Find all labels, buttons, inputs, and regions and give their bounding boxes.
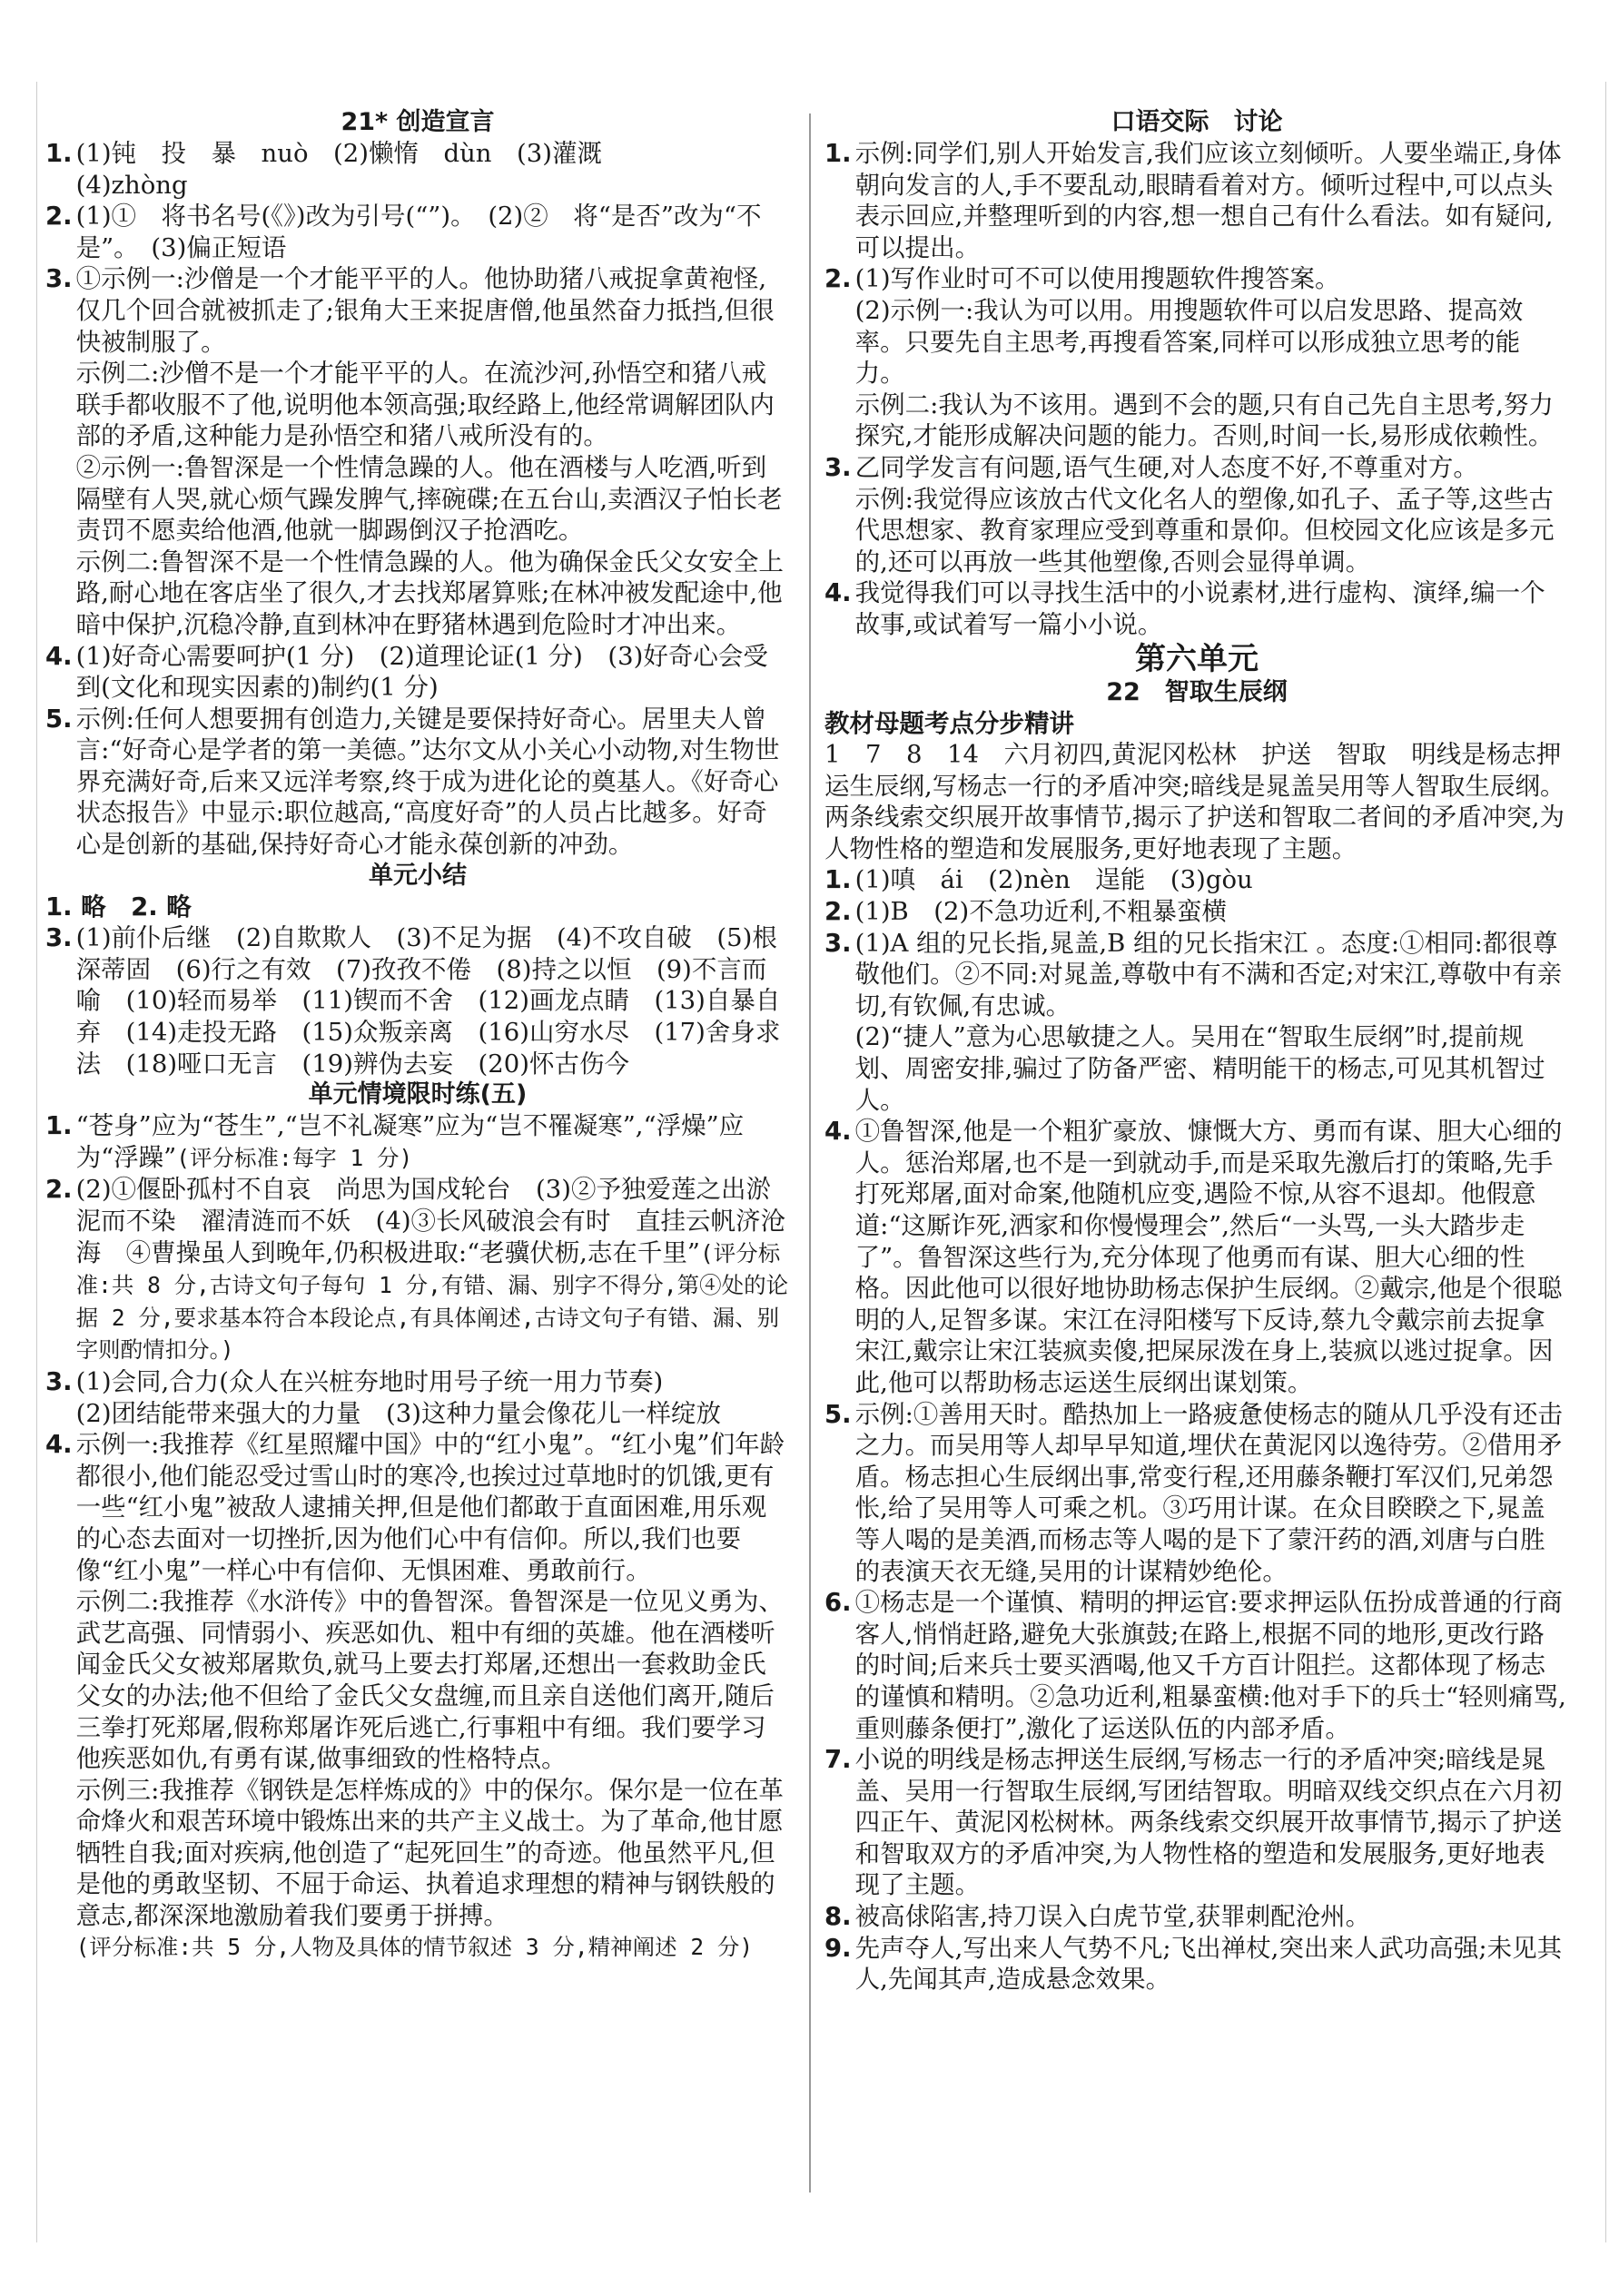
drill-q2: 2. (2)①偃卧孤村不自哀 尚思为国戍轮台 (3)②予独爱莲之出淤泥而不染 濯清涟而不妖 (4)③长风破浪会有时 直挂云帆济沧海 ④曹操虽人到晚年,仍积极进取:“老骥伏枥,志在千里”(评分标准:共 8 分,古诗文句子每句 1 分,有错、漏、别字不得分,第④处的论据 2 分,要求基本符合本段论点,有具体阐述,古诗文句子有错、漏、别字则酌情扣分。) bbox=[45, 1175, 789, 1364]
right-page-edge bbox=[1605, 82, 1619, 2242]
right-column bbox=[824, 107, 1569, 1995]
left-page-edge bbox=[0, 82, 37, 2242]
lesson-22-intro: 1 7 8 14 六月初四,黄泥冈松林 护送 智取 明线是杨志押运生辰纲,写杨志一行的矛盾冲突;暗线是晁盖吴用等人智取生辰纲。两条线索交织展开故事情节,揭示了护送和智取二者间的矛盾冲突,为人物性格的塑造和发展服务,更好地表现了主题。 bbox=[824, 740, 1565, 863]
l22-q1: 1. (1)嗔 ái (2)nèn 逞能 (3)gòu bbox=[824, 865, 1253, 895]
l22-q4: 4. ①鲁智深,他是一个粗犷豪放、慷慨大方、勇而有谋、胆大心细的人。惩治郑屠,也不是一到就动手,而是采取先激后打的策略,先手打死郑屠,面对命案,他随机应变,遇险不惊,从容不退却。他假意道:“这厮诈死,洒家和你慢慢理会”,然后“一头骂,一头大踏步走了”。鲁智深这些行为,充分体现了他勇而有谋、胆大心细的性格。因此他可以很好地协助杨志保护生辰纲。②戴宗,他是个很聪明的人,足智多谋。宋江在浔阳楼写下反诗,蔡九令戴宗前去捉拿宋江,戴宗让宋江装疯卖傻,把屎尿泼在身上,装疯以逃过捉拿。因此,他可以帮助杨志运送生辰纲出谋划策。 bbox=[824, 1117, 1563, 1397]
unit-summary-title: 单元小结 bbox=[369, 861, 467, 890]
drill-q3: 3. (1)会同,合力(众人在兴桩夯地时用号子统一用力节奏) (2)团结能带来强大的力量 (3)这种力量会像花儿一样绽放 bbox=[45, 1366, 721, 1428]
lesson-22-title: 22 智取生辰纲 bbox=[1106, 677, 1288, 706]
timed-drill-title: 单元情境限时练(五) bbox=[308, 1080, 528, 1109]
oral-q1: 1. 示例:同学们,别人开始发言,我们应该立刻倾听。人要坐端正,身体朝向发言的人,手不要乱动,眼睛看着对方。倾听过程中,可以点头表示回应,并整理听到的内容,想一想自己有什么看法。如有疑问,可以提出。 bbox=[824, 139, 1562, 262]
oral-communication-title: 口语交际 讨论 bbox=[1111, 108, 1283, 136]
l22-q5: 5. 示例:①善用天时。酷热加上一路疲惫使杨志的随从几乎没有还击之力。而吴用等人却早早知道,埋伏在黄泥冈以逸待劳。②借用矛盾。杨志担心生辰纲出事,常变行程,还用藤条鞭打军汉们,兄弟怨怅,给了吴用等人可乘之机。③巧用计谋。在众目睽睽之下,晁盖等人喝的是美酒,而杨志等人喝的是下了蒙汗药的酒,刘唐与白胜的表演天衣无缝,吴用的计谋精妙绝伦。 bbox=[824, 1399, 1563, 1586]
lesson-21-title: 21* 创造宣言 bbox=[341, 108, 495, 136]
l22-q2: 2. (1)B (2)不急功近利,不粗暴蛮横 bbox=[824, 897, 1227, 927]
l21-q4: 4. (1)好奇心需要呵护(1 分) (2)道理论证(1 分) (3)好奇心会受到(文化和现实因素的)制约(1 分) bbox=[45, 641, 768, 703]
column-divider bbox=[809, 113, 811, 2193]
l22-q7: 7. 小说的明线是杨志押送生辰纲,写杨志一行的矛盾冲突;暗线是晁盖、吴用一行智取生辰纲,写团结智取。明暗双线交织点在六月初四正午、黄泥冈松树林。两条线索交织展开故事情节,揭示了护送和智取双方的矛盾冲突,为人物性格的塑造和发展服务,更好地表现了主题。 bbox=[824, 1745, 1563, 1900]
l22-q8: 8. 被高俅陷害,持刀误入白虎节堂,获罪刺配沧州。 bbox=[824, 1902, 1371, 1932]
summary-q1-q2: 1. 略 2. 略 bbox=[45, 892, 192, 921]
l21-q3: 3. ①示例一:沙僧是一个才能平平的人。他协助猪八戒捉拿黄袍怪,仅几个回合就被抓走了;银角大王来捉唐僧,他虽然奋力抵挡,但很快被制服了。 示例二:沙僧不是一个才能平平的人。在流沙河,孙悟空和猪八戒联手都收服不了他,说明他本领高强;取经路上,他经常调解团队内部的矛盾,这种能力是孙悟空和猪八戒所没有的。 ②示例一:鲁智深是一个性情急躁的人。他在酒楼与人吃酒,听到隔壁有人哭,就心烦气躁发脾气,摔碗碟;在五台山,卖酒汉子怕长老责罚不愿卖给他酒,他就一脚踢倒汉子抢酒吃。 示例二:鲁智深不是一个性情急躁的人。他为确保金氏父女安全上路,耐心地在客店坐了很久,才去找郑屠算账;在林冲被发配途中,他暗中保护,沉稳冷静,直到林冲在野猪林遇到危险时才冲出来。 bbox=[45, 264, 784, 639]
drill-q4: 4. 示例一:我推荐《红星照耀中国》中的“红小鬼”。“红小鬼”们年龄都很小,他们能忍受过雪山时的寒冷,也挨过过草地时的饥饿,更有一些“红小鬼”被敌人逮捕关押,但是他们都敢于直面困难,用乐观的心态去面对一切挫折,因为他们心中有信仰。所以,我们也要像“红小鬼”一样心中有信仰、无惧困难、勇敢前行。 示例二:我推荐《水浒传》中的鲁智深。鲁智深是一位见义勇为、武艺高强、同情弱小、疾恶如仇、粗中有细的英雄。他在酒楼听闻金氏父女被郑屠欺负,就马上要去打郑屠,还想出一套救助金氏父女的办法;他不但给了金氏父女盘缠,而且亲自送他们离开,随后三拳打死郑屠,假称郑屠诈死后逃亡,行事粗中有细。我们要学习他疾恶如仇,有勇有谋,做事细致的性格特点。 示例三:我推荐《钢铁是怎样炼成的》中的保尔。保尔是一位在革命烽火和艰苦环境中锻炼出来的共产主义战士。为了革命,他甘愿牺牲自我;面对疾病,他创造了“起死回生”的奇迹。他虽然平凡,但是他的勇敢坚韧、不屈于命运、执着追求理想的精神与钢铁般的意志,都深深地激励着我们要勇于拼搏。 (评分标准:共 5 分,人物及具体的情节叙述 3 分,精神阐述 2 分) bbox=[45, 1430, 785, 1960]
l21-q1: 1. (1)钝 投 暴 nuò (2)懒惰 dùn (3)灌溉 (4)zhòng bbox=[45, 139, 602, 200]
summary-q3: 3. (1)前仆后继 (2)自欺欺人 (3)不足为据 (4)不攻自破 (5)根深蒂固 (6)行之有效 (7)孜孜不倦 (8)持之以恒 (9)不言而喻 (10)轻而易举 (11)锲而不舍 (12)画龙点睛 (13)自暴自弃 (14)走投无路 (15)众叛亲离 (16)山穷水尽 (17)舍身求法 (18)哑口无言 (19)辨伪去妄 (20)怀古伤今 bbox=[45, 923, 781, 1079]
unit-6-title: 第六单元 bbox=[1135, 640, 1259, 677]
l21-q5: 5. 示例:任何人想要拥有创造力,关键是要保持好奇心。居里夫人曾言:“好奇心是学者的第一美德。”达尔文从小关心小动物,对生物世界充满好奇,后来又远洋考察,终于成为进化论的奠基人。《好奇心状态报告》中显示:职位越高,“高度好奇”的人员占比越多。好奇心是创新的基础,保持好奇心才能永葆创新的冲劲。 bbox=[45, 704, 780, 860]
l22-q3: 3. (1)A 组的兄长指,晁盖,B 组的兄长指宋江 。态度:①相同:都很尊敬他们。②不同:对晁盖,尊敬中有不满和否定;对宋江,尊敬中有亲切,有钦佩,有忠诚。 (2)“捷人”意为心思敏捷之人。吴用在“智取生辰纲”时,提前规划、周密安排,骗过了防备严密、精明能干的杨志,可见其机智过人。 bbox=[824, 928, 1563, 1115]
l21-q2: 2. (1)① 将书名号(《》)改为引号(“”)。 (2)② 将“是否”改为“不是”。 (3)偏正短语 bbox=[45, 202, 762, 262]
oral-q4: 4. 我觉得我们可以寻找生活中的小说素材,进行虚构、演绎,编一个故事,或试着写一篇小小说。 bbox=[824, 578, 1545, 639]
l22-q6: 6. ①杨志是一个谨慎、精明的押运官:要求押运队伍扮成普通的行商客人,悄悄赶路,避免大张旗鼓;在路上,根据不同的地形,更改行路的时间;后来兵士要买酒喝,他又千方百计阻拦。这都体现了杨志的谨慎和精明。②急功近利,粗暴蛮横:他对手下的兵士“轻则痛骂,重则藤条便打”,激化了运送队伍的内部矛盾。 bbox=[824, 1588, 1566, 1743]
l22-q9: 9. 先声夺人,写出来人气势不凡;飞出禅杖,突出来人武功高强;未见其人,先闻其声,造成悬念效果。 bbox=[824, 1933, 1563, 1995]
oral-q3: 3. 乙同学发言有问题,语气生硬,对人态度不好,不尊重对方。 示例:我觉得应该放古代文化名人的塑像,如孔子、孟子等,这些古代思想家、教育家理应受到尊重和景仰。但校园文化应该是多元的,还可以再放一些其他塑像,否则会显得单调。 bbox=[824, 452, 1555, 576]
section-subtitle: 教材母题考点分步精讲 bbox=[824, 708, 1074, 738]
left-column bbox=[45, 107, 790, 1963]
drill-q1: 1. “苍身”应为“苍生”,“岂不礼凝寒”应为“岂不罹凝寒”,“浮燥”应为“浮躁”(评分标准:每字 1 分) bbox=[45, 1111, 745, 1172]
oral-q2: 2. (1)写作业时可不可以使用搜题软件搜答案。 (2)示例一:我认为可以用。用搜题软件可以启发思路、提高效率。只要先自主思考,再搜看答案,同样可以形成独立思考的能力。 示例二:我认为不该用。遇到不会的题,只有自己先自主思考,努力探究,才能形成解决问题的能力。否则,时间一长,易形成依赖性。 bbox=[824, 264, 1554, 451]
